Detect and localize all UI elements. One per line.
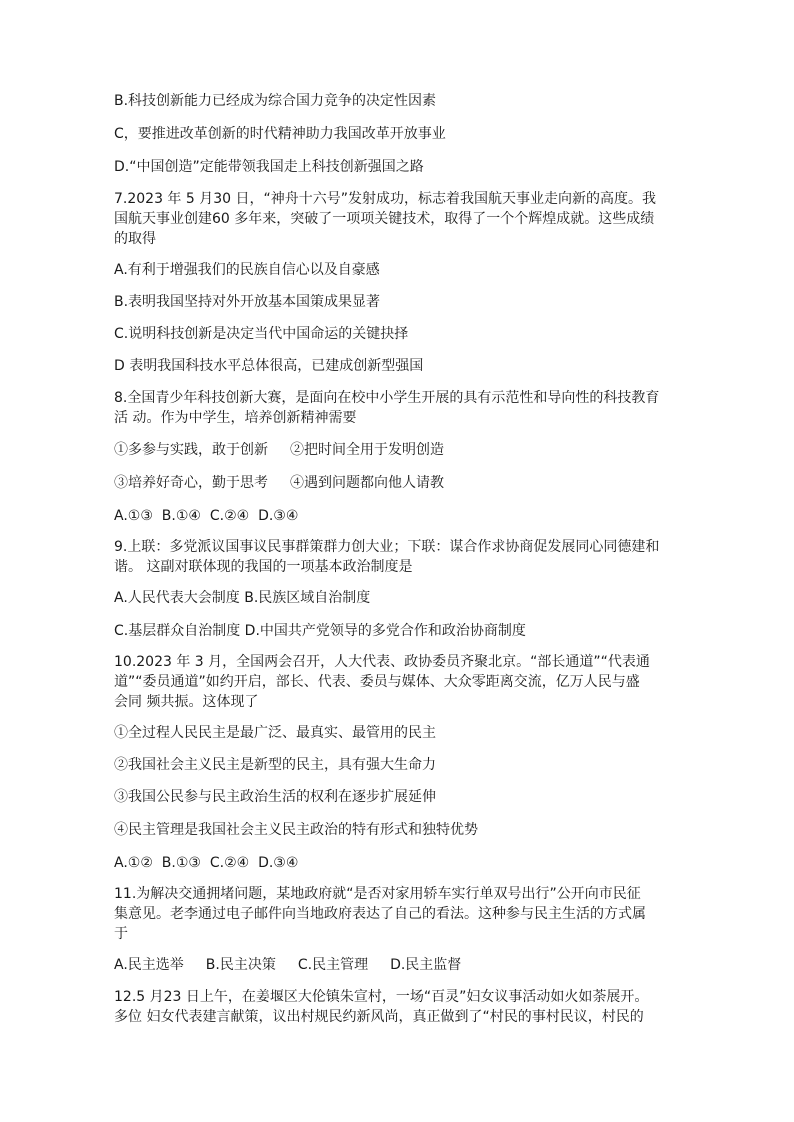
- q10-item-3: ③我国公民参与民主政治生活的权利在逐步扩展延伸: [114, 789, 436, 805]
- q8-item-4: ④遇到问题都向他人请教: [290, 475, 444, 491]
- q10-stem-line-1: 10.2023 年 3 月，全国两会召开，人大代表、政协委员齐聚北京。“部长通道”“代表通: [114, 654, 650, 670]
- q7-stem-line-3: 的取得: [114, 231, 156, 247]
- q11-option-b: B.民主决策: [205, 957, 276, 973]
- q11-stem-line-2: 集意见。老李通过电子邮件向当地政府表达了自己的看法。这种参与民主生活的方式属: [114, 906, 646, 922]
- q7-option-d: D 表明我国科技水平总体很高，已建成创新型强国: [114, 358, 424, 374]
- q10-stem-line-3: 会同 频共振。这体现了: [114, 694, 259, 710]
- q11-options-row: [114, 955, 694, 975]
- q9-options-cd: C.基层群众自治制度 D.中国共产党领导的多党合作和政治协商制度: [114, 623, 526, 639]
- q11-stem-line-1: 11.为解决交通拥堵问题，某地政府就“是否对家用轿车实行单双号出行”公开向市民征: [114, 886, 641, 902]
- q6-option-b: B.科技创新能力已经成为综合国力竞争的决定性因素: [114, 93, 437, 109]
- q8-items-row-1: [114, 440, 694, 460]
- q8-item-1: ①多参与实践，敢于创新: [114, 442, 268, 458]
- q7-stem-line-1: 7.2023 年 5 月30 日，“神舟十六号”发射成功，标志着我国航天事业走向新的高度。我: [114, 191, 657, 207]
- q8-item-3: ③培养好奇心，勤于思考: [114, 475, 268, 491]
- q8-options: A.①③ B.①④ C.②④ D.③④: [114, 508, 299, 524]
- q8-item-2: ②把时间全用于发明创造: [290, 442, 444, 458]
- q10-options: A.①② B.①③ C.②④ D.③④: [114, 855, 299, 871]
- q9-stem-line-1: 9.上联：多党派议国事议民事群策群力创大业；下联：谋合作求协商促发展同心同德建和: [114, 539, 660, 555]
- q9-options-ab: A.人民代表大会制度 B.民族区域自治制度: [114, 590, 371, 606]
- q10-stem-line-2: 道”“委员通道”如约开启，部长、代表、委员与媒体、大众零距离交流，亿万人民与盛: [114, 674, 640, 690]
- q11-option-a: A.民主选举: [114, 957, 184, 973]
- q7-option-b: B.表明我国坚持对外开放基本国策成果显著: [114, 294, 381, 310]
- q11-option-d: D.民主监督: [390, 957, 462, 973]
- q8-items-row-2: [114, 473, 694, 493]
- q7-option-c: C.说明科技创新是决定当代中国命运的关键抉择: [114, 326, 409, 342]
- q7-stem-line-2: 国航天事业创建60 多年来，突破了一项项关键技术，取得了一个个辉煌成就。这些成绩: [114, 211, 655, 227]
- q10-item-1: ①全过程人民民主是最广泛、最真实、最管用的民主: [114, 725, 436, 741]
- q10-item-4: ④民主管理是我国社会主义民主政治的特有形式和独特优势: [114, 822, 478, 838]
- q11-stem-line-3: 于: [114, 926, 128, 942]
- q9-stem-line-2: 谐。 这副对联体现的我国的一项基本政治制度是: [114, 559, 413, 575]
- q8-stem-line-2: 活 动。作为中学生，培养创新精神需要: [114, 410, 357, 426]
- q8-stem-line-1: 8.全国青少年科技创新大赛，是面向在校中小学生开展的具有示范性和导向性的科技教育: [114, 390, 660, 406]
- q12-stem-line-2: 多位 妇女代表建言献策，议出村规民约新风尚，真正做到了“村民的事村民议，村民的: [114, 1009, 644, 1025]
- q7-option-a: A.有利于增强我们的民族自信心以及自豪感: [114, 262, 380, 278]
- q10-item-2: ②我国社会主义民主是新型的民主，具有强大生命力: [114, 757, 436, 773]
- q6-option-d: D.“中国创造”定能带领我国走上科技创新强国之路: [114, 159, 424, 175]
- q11-option-c: C.民主管理: [297, 957, 369, 973]
- q12-stem-line-1: 12.5 月23 日上午，在姜堰区大伦镇朱宣村，一场“百灵”妇女议事活动如火如荼展开。: [114, 989, 649, 1005]
- q6-option-c: C，要推进改革创新的时代精神助力我国改革开放事业: [114, 126, 446, 142]
